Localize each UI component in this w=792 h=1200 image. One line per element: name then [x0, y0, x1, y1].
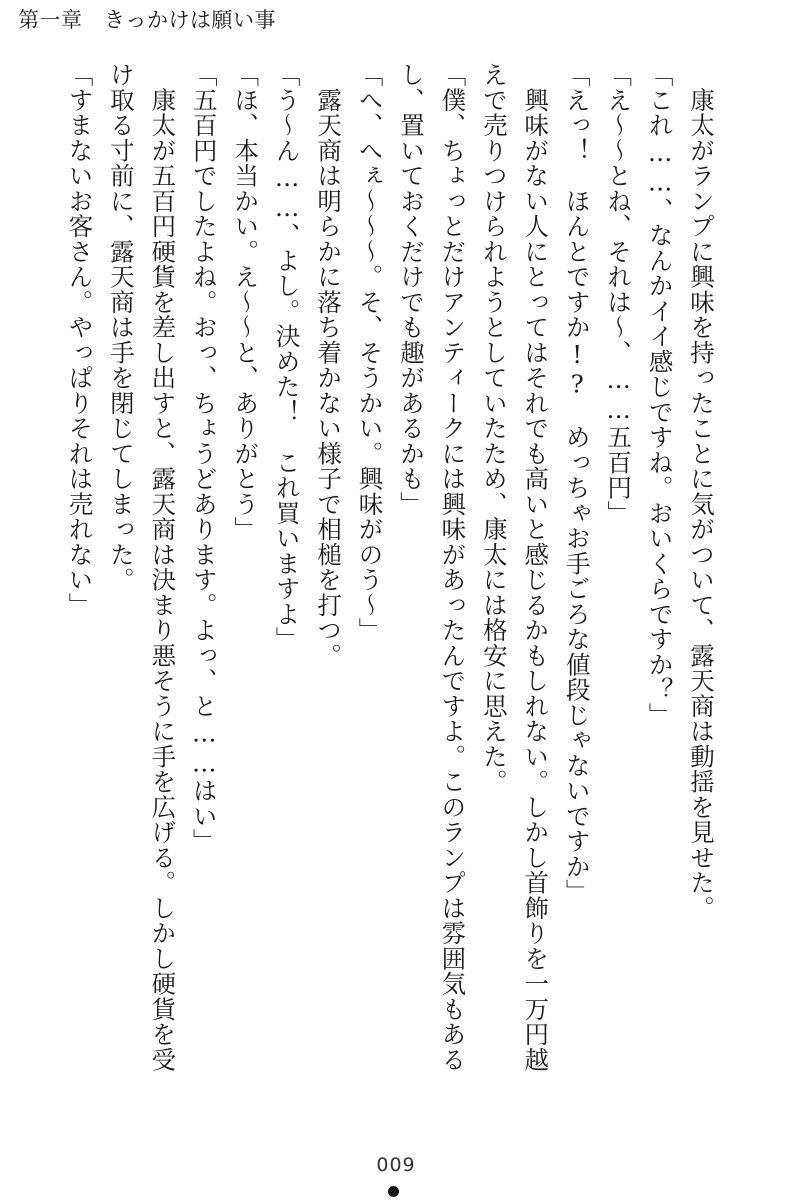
text-line: け取る寸前に、露天商は手を閉じてしまった。 [106, 62, 136, 593]
text-line: 「すまないお客さん。やっぱりそれは売れない」 [65, 62, 95, 618]
text-line: 「へ、へぇ～～～。そ、そうかい。興味がのう～」 [355, 62, 385, 643]
text-line: 「う～ん……、よし。決めた！ これ買いますよ」 [272, 62, 302, 652]
text-line: えで売りつけられようとしていたため、康太には格安に思えた。 [479, 62, 509, 795]
text-line: 「えっ！ ほんとですか!? めっちゃお手ごろな値段じゃないですか」 [562, 62, 592, 905]
text-line: 「え～～とね、それは～、……五百円」 [604, 62, 634, 526]
text-line: 「五百円でしたよね。おっ、ちょうどあります。よっ、と……はい」 [189, 62, 219, 854]
text-line: 「僕、ちょっとだけアンティークには興味があったんですよ。このランプは雰囲気もある [438, 62, 468, 1072]
body-text [16, 62, 716, 1122]
text-line: し、置いておくだけでも趣があるかも」 [396, 62, 426, 517]
text-line: 興味がない人にとってはそれでも高いと感じるかもしれない。しかし首飾りを一万円越 [521, 62, 551, 1072]
running-head: 第一章 きっかけは願い事 [18, 8, 276, 32]
page-indicator-dot [388, 1186, 399, 1197]
text-line: 「ほ、本当かい。え～～と、ありがとう」 [231, 62, 261, 542]
page-number: 009 [376, 1154, 416, 1176]
text-line: 康太が五百円硬貨を差し出すと、露天商は決まり悪そうに手を広げる。しかし硬貨を受 [148, 62, 178, 1072]
text-line: 露天商は明らかに落ち着かない様子で相槌を打つ。 [314, 62, 344, 668]
text-line: 康太がランプに興味を持ったことに気がついて、露天商は動揺を見せた。 [687, 62, 716, 921]
text-line: 「これ……、なんかイイ感じですね。おいくらですか？」 [645, 62, 675, 728]
